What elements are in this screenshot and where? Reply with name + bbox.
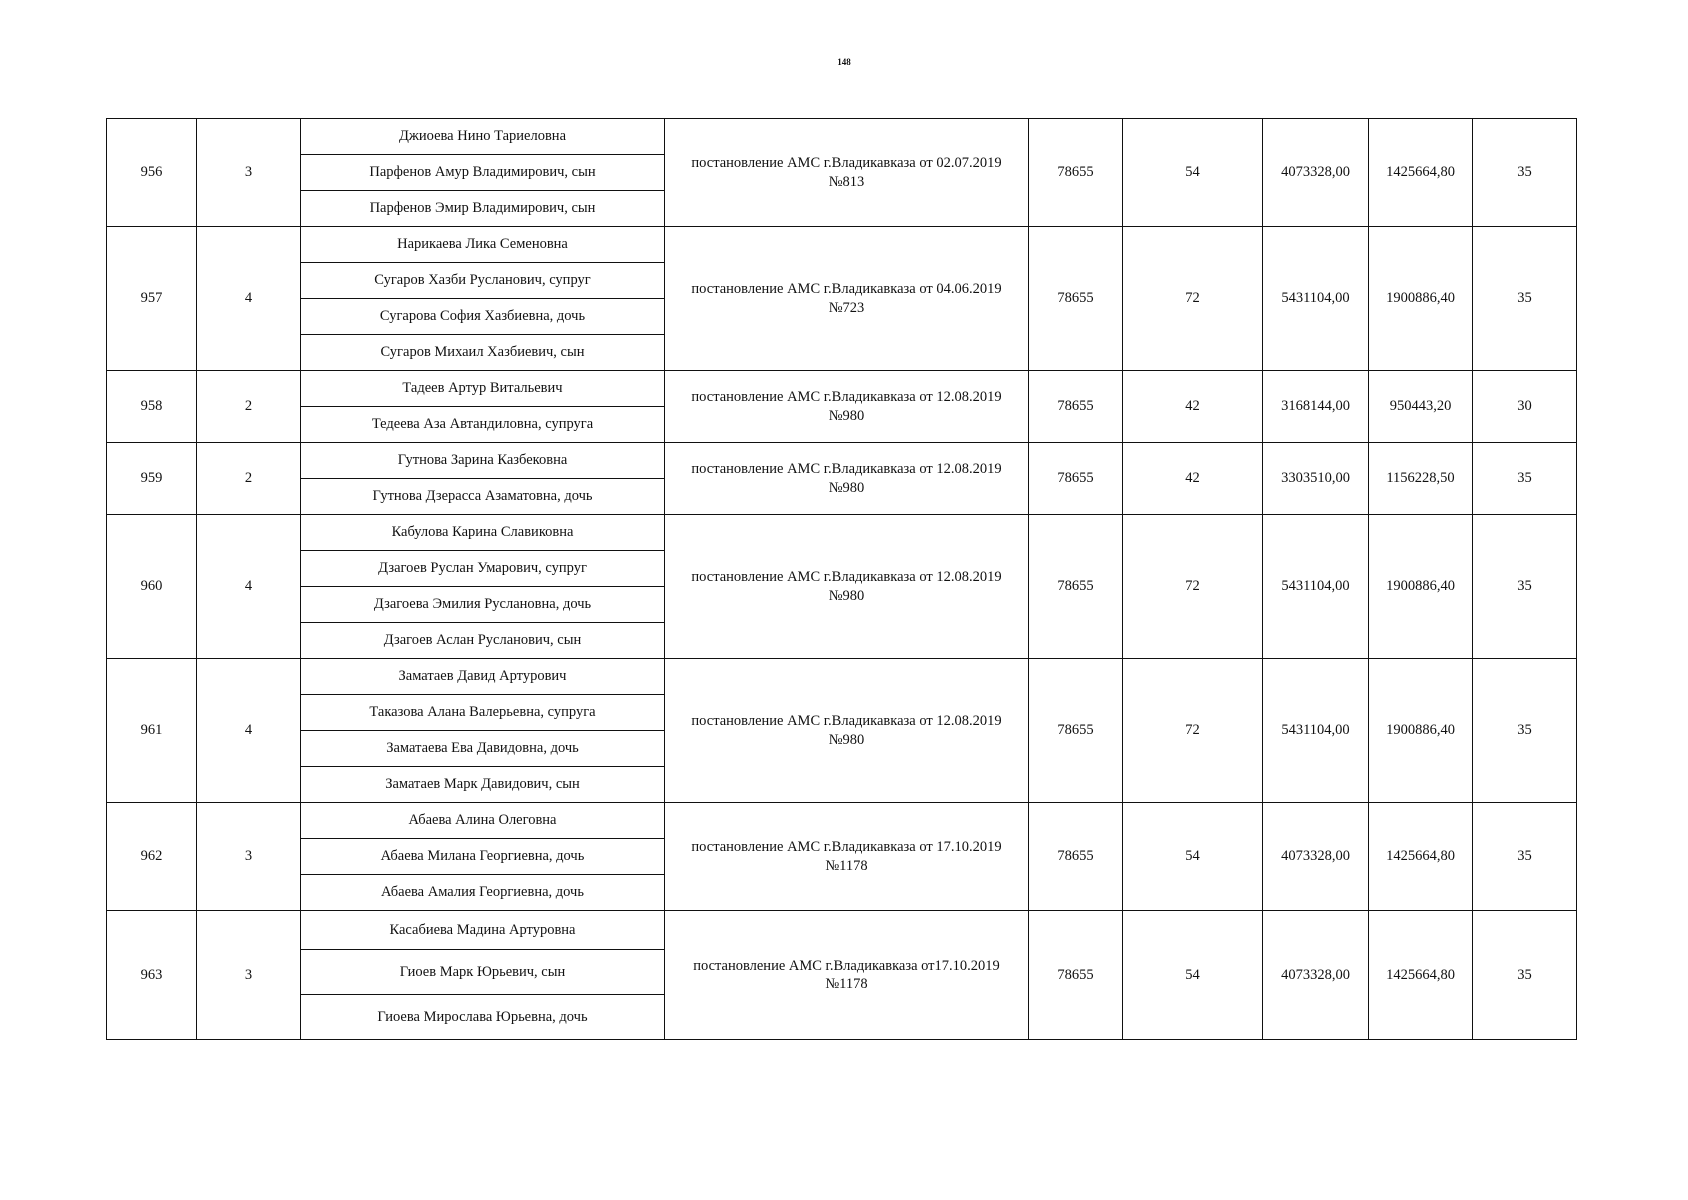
family-member-name-cell: Сугаров Хазби Русланович, супруг	[301, 263, 665, 299]
family-member-name-cell: Абаева Милана Георгиевна, дочь	[301, 839, 665, 875]
family-members-count-cell: 4	[197, 227, 301, 371]
norm-price-cell: 78655	[1029, 803, 1123, 911]
family-member-name-cell: Абаева Алина Олеговна	[301, 803, 665, 839]
norm-price-cell: 78655	[1029, 515, 1123, 659]
registry-table	[106, 118, 1577, 1040]
basis-document-cell: постановление АМС г.Владикавказа от 12.08.2019 №980	[665, 515, 1029, 659]
housing-cost-cell: 5431104,00	[1263, 659, 1369, 803]
family-members-count-cell: 3	[197, 119, 301, 227]
basis-document-cell: постановление АМС г.Владикавказа от 12.08.2019 №980	[665, 659, 1029, 803]
basis-document-cell: постановление АМС г.Владикавказа от 12.08.2019 №980	[665, 371, 1029, 443]
family-members-count-cell: 4	[197, 515, 301, 659]
area-norm-cell: 54	[1123, 803, 1263, 911]
housing-cost-cell: 5431104,00	[1263, 227, 1369, 371]
basis-document-cell: постановление АМС г.Владикавказа от17.10.2019 №1178	[665, 911, 1029, 1040]
subsidy-percent-cell: 35	[1473, 803, 1577, 911]
family-member-name-cell: Парфенов Амур Владимирович, сын	[301, 155, 665, 191]
table-row	[107, 443, 1577, 479]
area-norm-cell: 54	[1123, 911, 1263, 1040]
housing-cost-cell: 4073328,00	[1263, 911, 1369, 1040]
subsidy-percent-cell: 30	[1473, 371, 1577, 443]
norm-price-cell: 78655	[1029, 371, 1123, 443]
family-member-name-cell: Нарикаева Лика Семеновна	[301, 227, 665, 263]
area-norm-cell: 72	[1123, 659, 1263, 803]
subsidy-amount-cell: 1900886,40	[1369, 227, 1473, 371]
basis-document-cell: постановление АМС г.Владикавказа от 02.07.2019 №813	[665, 119, 1029, 227]
housing-cost-cell: 3168144,00	[1263, 371, 1369, 443]
area-norm-cell: 54	[1123, 119, 1263, 227]
record-number-cell: 958	[107, 371, 197, 443]
table-row	[107, 371, 1577, 407]
family-members-count-cell: 2	[197, 371, 301, 443]
housing-cost-cell: 5431104,00	[1263, 515, 1369, 659]
area-norm-cell: 42	[1123, 371, 1263, 443]
family-member-name-cell: Сугаров Михаил Хазбиевич, сын	[301, 335, 665, 371]
subsidy-amount-cell: 950443,20	[1369, 371, 1473, 443]
record-number-cell: 963	[107, 911, 197, 1040]
basis-document-cell: постановление АМС г.Владикавказа от 12.08.2019 №980	[665, 443, 1029, 515]
family-members-count-cell: 4	[197, 659, 301, 803]
norm-price-cell: 78655	[1029, 659, 1123, 803]
family-members-count-cell: 3	[197, 803, 301, 911]
table-row	[107, 227, 1577, 263]
family-member-name-cell: Заматаева Ева Давидовна, дочь	[301, 731, 665, 767]
record-number-cell: 959	[107, 443, 197, 515]
page-number: 148	[837, 57, 851, 67]
subsidy-amount-cell: 1900886,40	[1369, 515, 1473, 659]
area-norm-cell: 42	[1123, 443, 1263, 515]
family-member-name-cell: Гутнова Зарина Казбековна	[301, 443, 665, 479]
family-member-name-cell: Касабиева Мадина Артуровна	[301, 911, 665, 950]
family-members-count-cell: 2	[197, 443, 301, 515]
subsidy-percent-cell: 35	[1473, 659, 1577, 803]
subsidy-percent-cell: 35	[1473, 227, 1577, 371]
registry-body	[107, 119, 1577, 1040]
record-number-cell: 962	[107, 803, 197, 911]
table-row	[107, 119, 1577, 155]
record-number-cell: 957	[107, 227, 197, 371]
norm-price-cell: 78655	[1029, 911, 1123, 1040]
family-member-name-cell: Гиоева Мирослава Юрьевна, дочь	[301, 995, 665, 1040]
norm-price-cell: 78655	[1029, 119, 1123, 227]
family-member-name-cell: Тадеев Артур Витальевич	[301, 371, 665, 407]
table-row	[107, 659, 1577, 695]
subsidy-amount-cell: 1900886,40	[1369, 659, 1473, 803]
family-members-count-cell: 3	[197, 911, 301, 1040]
family-member-name-cell: Дзагоева Эмилия Руслановна, дочь	[301, 587, 665, 623]
record-number-cell: 961	[107, 659, 197, 803]
table-row	[107, 515, 1577, 551]
basis-document-cell: постановление АМС г.Владикавказа от 04.06.2019 №723	[665, 227, 1029, 371]
family-member-name-cell: Джиоева Нино Тариеловна	[301, 119, 665, 155]
housing-cost-cell: 4073328,00	[1263, 803, 1369, 911]
subsidy-percent-cell: 35	[1473, 443, 1577, 515]
subsidy-amount-cell: 1156228,50	[1369, 443, 1473, 515]
subsidy-amount-cell: 1425664,80	[1369, 803, 1473, 911]
area-norm-cell: 72	[1123, 227, 1263, 371]
family-member-name-cell: Таказова Алана Валерьевна, супруга	[301, 695, 665, 731]
subsidy-percent-cell: 35	[1473, 515, 1577, 659]
family-member-name-cell: Сугарова София Хазбиевна, дочь	[301, 299, 665, 335]
record-number-cell: 960	[107, 515, 197, 659]
subsidy-percent-cell: 35	[1473, 119, 1577, 227]
table-row	[107, 803, 1577, 839]
subsidy-amount-cell: 1425664,80	[1369, 119, 1473, 227]
basis-document-cell: постановление АМС г.Владикавказа от 17.10.2019 №1178	[665, 803, 1029, 911]
family-member-name-cell: Гутнова Дзерасса Азаматовна, дочь	[301, 479, 665, 515]
family-member-name-cell: Заматаев Марк Давидович, сын	[301, 767, 665, 803]
housing-cost-cell: 4073328,00	[1263, 119, 1369, 227]
area-norm-cell: 72	[1123, 515, 1263, 659]
subsidy-amount-cell: 1425664,80	[1369, 911, 1473, 1040]
family-member-name-cell: Заматаев Давид Артурович	[301, 659, 665, 695]
family-member-name-cell: Дзагоев Руслан Умарович, супруг	[301, 551, 665, 587]
family-member-name-cell: Тедеева Аза Автандиловна, супруга	[301, 407, 665, 443]
family-member-name-cell: Гиоев Марк Юрьевич, сын	[301, 950, 665, 995]
norm-price-cell: 78655	[1029, 227, 1123, 371]
family-member-name-cell: Абаева Амалия Георгиевна, дочь	[301, 875, 665, 911]
housing-cost-cell: 3303510,00	[1263, 443, 1369, 515]
record-number-cell: 956	[107, 119, 197, 227]
subsidy-percent-cell: 35	[1473, 911, 1577, 1040]
family-member-name-cell: Дзагоев Аслан Русланович, сын	[301, 623, 665, 659]
family-member-name-cell: Кабулова Карина Славиковна	[301, 515, 665, 551]
family-member-name-cell: Парфенов Эмир Владимирович, сын	[301, 191, 665, 227]
norm-price-cell: 78655	[1029, 443, 1123, 515]
table-row	[107, 911, 1577, 950]
